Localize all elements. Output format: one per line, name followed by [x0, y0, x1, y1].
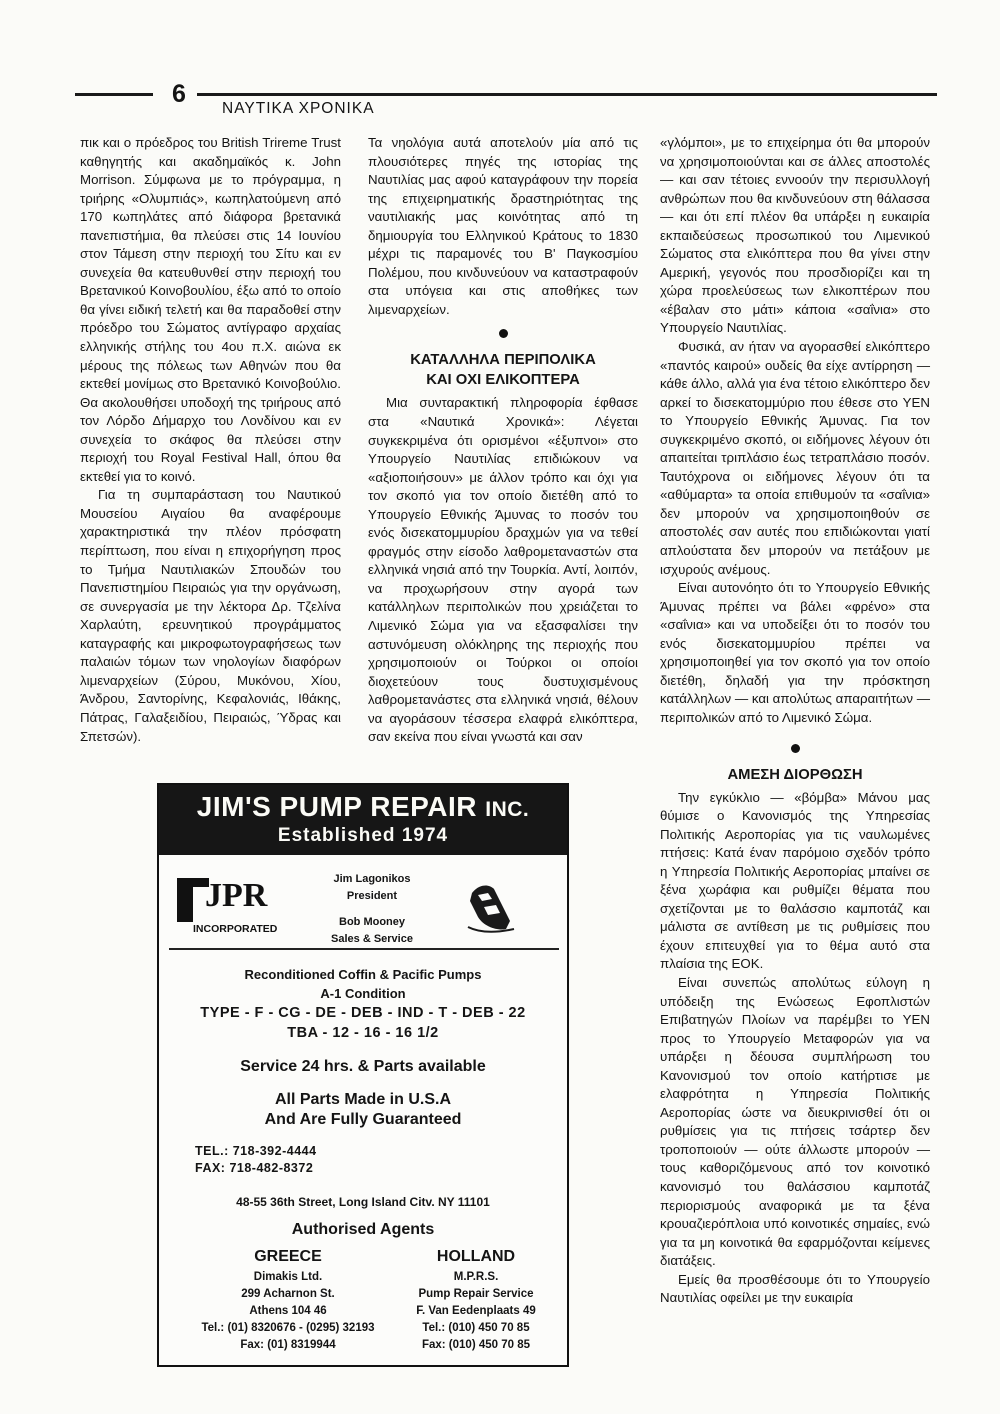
column-1 — [80, 134, 341, 746]
headline-line-1: ΚΑΤΑΛΛΗΛΑ ΠΕΡΙΠΟΛΙΚΑ — [410, 352, 596, 369]
logo-subtext: INCORPORATED — [193, 923, 278, 935]
advertisement — [157, 783, 569, 1367]
ad-contacts — [307, 871, 437, 948]
paragraph: Είναι συνεπώς απολύτως εύλογη η υπόδειξη της Ενώσεως Εφοπλιστών Επιβατηγών Πλοίων να παρέμβει το ΥΕΝ προς το Υπουργείο Μεταφορών για να υπάρξει η δέουσα συμπλήρωση του Κανονισμού τον οποίο κατήρτισε με ελαφρότητα η Υπηρεσία Πολιτικής Αεροπορίας ώστε να διευκρινισθεί ότι οι ρυθμίσεις για τις πτήσεις τσάρτερ δεν τροποποιούν — ούτε άλλωστε μπορούν — τους καθοριζόμενους από τον κοινοτικό κανονισμό του θαλάσσιου καμποτάζ περιορισμούς αναφορικά με τα ξένα κρουαζιερόπλοια υπό κοινοτικές σημαίες, ενώ για τα μη κοινοτικά θα εφαρμόζονται κείμενες διατάξεις. — [660, 974, 930, 1269]
section-bullet — [499, 329, 508, 338]
ad-address: 48-55 36th Street, Long Island Citv. NY 11101 — [236, 1195, 490, 1209]
section-bullet — [791, 744, 800, 753]
paragraph: Την εγκύκλιο — «βόμβα» Μάνου μας θύμισε ο Κανονισμός της Υπηρεσίας Πολιτικής Αεροπορίας για τις ναυλωμένες πτήσεις: Κατά έναν παρόμοιο σχεδόν τρόπο η Υπηρεσία Πολιτικής Αεροπορίας μπαίνει σε ξένα χωράφια και ρυθμίζει θέματα που σχετίζονται με το θαλάσσιο καμποτάζ και μάλιστα σε αντίθεση με τις ρυθμίσεις που έχουν επιτευχθεί για το θέμα αυτό στα πλαίσια της ΕΟΚ. — [660, 789, 930, 972]
paragraph: Για τη συμπαράσταση του Ναυτικού Μουσείου Αιγαίου θα αναφέρουμε χαρακτηριστικά την πλέον πρόσφατη περίπτωση, που είναι η επιχορήγηση προς το Τμήμα Ναυτιλιακών Σπουδών του Πανεπιστημίου Πειραιώς για την οργάνωση, σε συνεργασία με την λέκτορα Δρ. Τζελίνα Χαρλαύτη, ερευνητικού προγράμματος καταγραφής και μικροφωτογραφήσεως των παλαιών τόμων των νηολογίων διαφόρων λιμεναρχείων (Σύρου, Μυκόνου, Χίου, Άνδρου, Σαντορίνης, Κεφαλονιάς, Ιθάκης, Πάτρας, Γαλαξειδίου, Πειραιώς, Ύδρας και Σπετσών). — [80, 487, 341, 744]
ad-company-suffix: INC. — [485, 798, 530, 821]
agent-fax: Fax: (010) 450 70 85 — [421, 1339, 531, 1351]
ad-agents-title: Authorised Agents — [291, 1221, 435, 1238]
ad-pump-types: TBA - 12 - 16 - 16 1/2 — [287, 1025, 439, 1041]
paragraph: «γλόμποι», με το επιχείρημα ότι θα μπορούν να χρησιμοποιούνται και σε άλλες αποστολές — και σαν τέτοιες εννοούν την περισυλλογή ανθρώπων που θα κινδυνεύουν στη θάλασσα — και ότι επί πλέον θα υπάρξει η ευκαιρία εκπαιδεύσεως προσωπικού του Λιμενικού Σώματος στα ελικόπτερα που θα γίνει στην Αμερική, γεγονός που προσδιορίζει και τη χώρα προελεύσεως των ελικοπτέρων που «έβαλαν στο μάτι» κάποια «σαΐνια» στο Υπουργείο Ναυτιλίας. — [660, 135, 930, 336]
agent-greece — [203, 1246, 373, 1354]
agent-city: Athens 104 46 — [249, 1305, 327, 1317]
ad-pump-types: TYPE - F - CG - DE - DEB - IND - T - DEB - 22 — [200, 1005, 526, 1021]
article-headline — [368, 350, 638, 390]
agent-holland — [387, 1246, 565, 1354]
ad-parts: And Are Fully Guaranteed — [264, 1111, 462, 1128]
paragraph: Μια συνταρακτική πληροφορία έφθασε στα «Ναυτικά Χρονικά»: Λέγεται συγκεκριμένα ότι ορισμένοι «έξυπνοι» στο Υπουργείο Ναυτιλίας επιδιώκουν να «αξιοποιήσουν» με άλλον τρόπο και όχι για τον σκοπό για τον οποίο διετέθη από το Υπουργείο Εθνικής Άμυνας το ποσόν του ενός δισεκατομμυρίου δραχμών για να τεθεί φραγμός στην είσοδο λαθρομεταναστών στα ελληνικά νησιά από την Τουρκία. Αντί, λοιπόν, να προχωρήσουν στην αγορά των κατάλληλων περιπολικών που χρειάζεται το Λιμενικό Σώμα για να εξασφαλίσει την αστυνόμευση ολόκληρης της περιοχής που χρησιμοποιούν οι Τούρκοι οι οποίοι διοχετεύουν τους δυστυχισμένους λαθρομετανάστες στα ελληνικά νησιά, θέλουν να αγοράσουν τέσσερα ελαφρά ελικόπτερα, σαν εκείνα που είναι γνωστά και σαν — [368, 395, 638, 745]
agent-street: F. Van Eedenplaats 49 — [416, 1305, 536, 1317]
person-title: President — [346, 890, 398, 902]
agent-name: Dimakis Ltd. — [253, 1271, 323, 1283]
column-2 — [368, 134, 638, 747]
column-3 — [660, 134, 930, 1308]
agent-country: GREECE — [254, 1248, 322, 1265]
ad-company-name — [159, 791, 567, 826]
agent-country: HOLLAND — [436, 1248, 516, 1265]
ad-fax: FAX: 718-482-8372 — [195, 1161, 314, 1175]
paragraph: Είναι αυτονόητο ότι το Υπουργείο Εθνικής Άμυνας πρέπει να βάλει «φρένο» στα «σαΐνια» και να υποδείξει ότι το ποσόν του ενός δισεκατομμυρίου πρέπει να χρησιμοποιηθεί για τον σκοπό για τον οποίο διετέθη, δηλαδή για την πρόσκτηση κατάλληλων — και απολύτως απαραιτήτων — περιπολικών από το Λιμενικό Σώμα. — [660, 580, 930, 725]
agent-fax: Fax: (01) 8319944 — [240, 1339, 336, 1351]
ship-icon — [466, 877, 516, 935]
ad-company: JIM'S PUMP REPAIR — [196, 791, 477, 822]
logo-text: JPR — [205, 877, 268, 914]
ad-line: Reconditioned Coffin & Pacific Pumps — [244, 967, 482, 982]
publication-title: ΝΑΥΤΙΚΑ ΧΡΟΝΙΚΑ — [222, 100, 375, 117]
ad-parts: All Parts Made in U.S.A — [274, 1091, 452, 1108]
agent-street: 299 Acharnon St. — [241, 1288, 335, 1300]
ad-line: A-1 Condition — [320, 986, 406, 1001]
ad-service: Service 24 hrs. & Parts available — [240, 1058, 486, 1075]
agent-service: Pump Repair Service — [418, 1288, 534, 1300]
paragraph: Εμείς θα προσθέσουμε ότι το Υπουργείο Ναυτιλίας οφείλει με την ευκαιρία — [660, 1271, 930, 1306]
ad-established: Established 1974 — [277, 825, 449, 846]
article-headline: ΑΜΕΣΗ ΔΙΟΡΘΩΣΗ — [727, 766, 863, 783]
ad-tel: TEL.: 718-392-4444 — [195, 1144, 317, 1158]
person-name: Bob Mooney — [339, 916, 405, 928]
person-name: Jim Lagonikos — [333, 873, 411, 885]
ad-phone-block — [195, 1143, 317, 1177]
ad-banner — [159, 785, 567, 855]
page-number: 6 — [172, 80, 186, 108]
agent-tel: Tel.: (010) 450 70 85 — [422, 1322, 530, 1334]
jpr-logo-icon — [175, 872, 287, 940]
header-rule-left — [75, 93, 153, 96]
ad-divider — [169, 948, 559, 950]
page-header — [75, 80, 937, 120]
paragraph: Φυσικά, αν ήταν να αγορασθεί ελικόπτερο «παντός καιρού» ουδείς θα είχε αντίρρηση — κάθε άλλο, αλλά για ένα τέτοιο ελικόπτερο δεν αρκεί το δισεκατομμύριο που έθεσε στο ΥΕΝ το Υπουργείο Εθνικής Άμυνας. Για τον συγκεκριμένο σκοπό, οι ειδήμονες λέγουν ότι απαιτείται τριπλάσιο έως τετραπλάσιο ποσόν. Ταυτόχρονα οι ειδήμονες λέγουν ότι τα «αθύμαρτα» τα οποία επιθυμούν τα «σαΐνια» δεν μπορούν να χρησιμοποιηθούν σε αποστολές σαν αυτές που επιδιώκονται γιατί απλούστατα δεν μπορούν να πετάξουν με ισχυρούς ανέμους. — [660, 339, 930, 577]
headline-line-2: ΚΑΙ ΟΧΙ ΕΛΙΚΟΠΤΕΡΑ — [426, 372, 580, 389]
person-title: Sales & Service — [331, 933, 413, 945]
agent-name: M.P.R.S. — [453, 1271, 499, 1283]
agent-tel: Tel.: (01) 8320676 - (0295) 32193 — [201, 1322, 375, 1334]
header-rule-right — [197, 93, 937, 96]
paragraph: Τα νηολόγια αυτά αποτελούν μία από τις πλουσιότερες πηγές της ιστορίας της Ναυτιλίας μας αφού καταγράφουν την πορεία της επιχειρηματικής δραστηριότητας της ναυτιλιακής μας κοινότητας από τη δημιουργία του Ελληνικού Κράτους το 1830 μέχρι τις παραμονές του Β' Παγκοσμίου Πολέμου, που κινδυνεύουν να καταστραφούν στα υπόγεια και στις αποθήκες των λιμεναρχείων. — [368, 135, 638, 317]
paragraph: πικ και ο πρόεδρος του British Trireme Trust καθηγητής και ακαδημαϊκός κ. John Morrison. Σύμφωνα με το πρόγραμμα, η τριήρης «Ολυμπιάς», κωπηλατούμενη από 170 κωπηλάτες από διάφορα βρετανικά πανεπιστήμια, θα πλεύσει στις 14 Ιουνίου στον Τάμεση στην περιοχή του Σίτυ και εν συνεχεία θα κατευθυνθεί στην περιοχή του Βρετανικού Κοινοβουλίου, έξω από το οποίο θα γίνει ειδική τελετή και θα παραδοθεί στην πρόεδρο του Σώματος αντίγραφο αρχαίας ελληνικής στήλης του 4ου π.Χ. αιώνα εκ μέρους της πόλεως των Αθηνών που θα εκτεθεί μονίμως στο Βρετανικό Κοινοβούλιο. Θα ακολουθήσει υποδοχή της τριήρους από τον Λόρδο Δήμαρχο του Λονδίνου και εν συνεχεία το σκάφος θα πλεύσει στην περιοχή του Royal Festival Hall, όπου θα εκτεθεί για το κοινό. — [80, 135, 341, 484]
